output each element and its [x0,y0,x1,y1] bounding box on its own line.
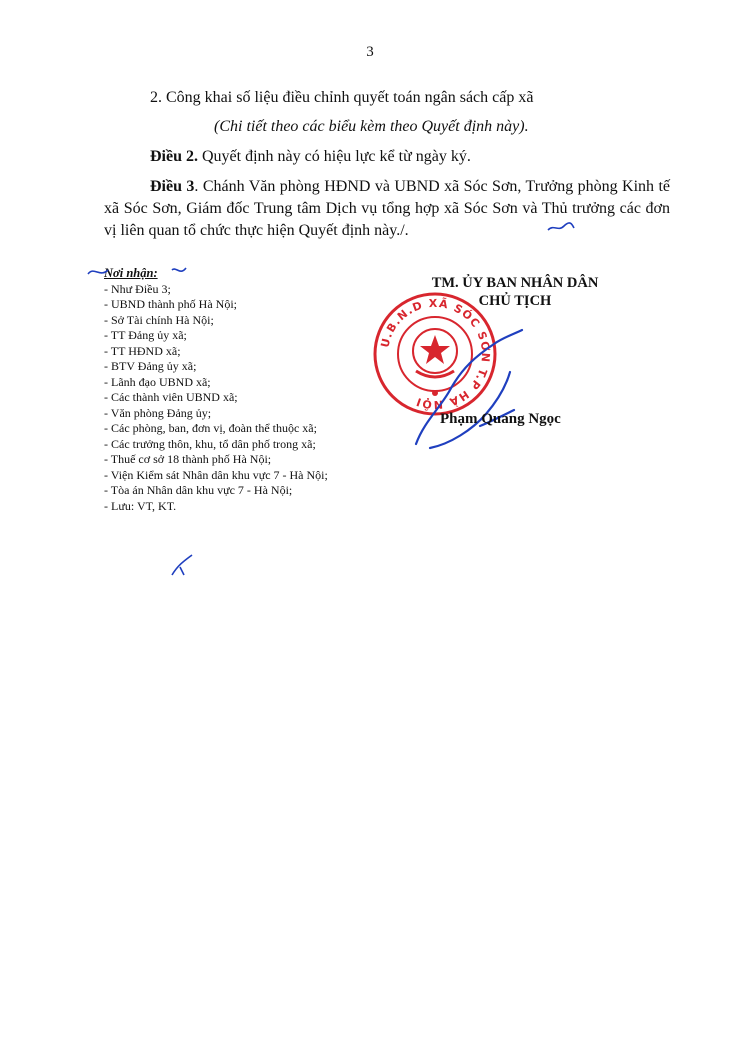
recipient-item: - TT HĐND xã; [104,343,181,358]
signature-stroke-icon [410,326,530,456]
initial-mark-icon [86,262,196,284]
signature-title-line2: CHỦ TỊCH [478,293,552,309]
page-number: 3 [366,44,374,60]
article-2-label: Điều 2. [150,148,198,165]
recipient-item: - Sở Tài chính Hà Nội; [104,312,214,327]
recipient-item: - Như Điều 3; [104,281,171,296]
recipient-item: - Lãnh đạo UBND xã; [104,374,211,389]
item-2-note: (Chi tiết theo các biểu kèm theo Quyết định này). [214,118,529,135]
article-3-text: . Chánh Văn phòng HĐND và UBND xã Sóc Sơn, Trưởng phòng Kinh tế xã Sóc Sơn, Giám đốc Trung tâm Dịch vụ tổng hợp xã Sóc Sơn và Thủ trưởng các đơn vị liên quan tổ chức thực hiện Quyết định này./. [104,178,671,239]
recipient-item: - Tòa án Nhân dân khu vực 7 - Hà Nội; [104,483,293,497]
recipients-title: Nơi nhận: [104,266,158,280]
recipient-item: - TT Đảng ủy xã; [104,328,187,342]
recipient-item: - Các phòng, ban, đơn vị, đoàn thể thuộc xã; [104,421,317,435]
recipients-block [104,266,354,514]
recipient-item: - Viện Kiểm sát Nhân dân khu vực 7 - Hà Nội; [104,467,328,482]
initial-mark-icon [546,220,576,234]
recipient-item: - Các trưởng thôn, khu, tổ dân phố trong xã; [104,436,316,451]
svg-text:U.B.N.D XÃ SÓC SƠN T.P HÀ NỘI: U.B.N.D XÃ SÓC SƠN T.P HÀ NỘI [378,296,493,412]
recipient-item: - UBND thành phố Hà Nội; [104,297,237,311]
article-3 [104,176,670,242]
recipients-list [104,282,354,515]
item-2-text: 2. Công khai số liệu điều chỉnh quyết toán ngân sách cấp xã [150,89,534,106]
recipient-item: - BTV Đảng ủy xã; [104,359,197,373]
signature-title-line1: TM. ỦY BAN NHÂN DÂN [431,275,599,291]
recipient-item: - Thuế cơ sở 18 thành phố Hà Nội; [104,452,272,466]
signer-name: Phạm Quang Ngọc [440,411,561,427]
recipient-item: - Lưu: VT, KT. [104,498,177,513]
article-2 [150,146,471,168]
recipient-item: - Văn phòng Đảng ủy; [104,405,212,420]
initial-mark-icon [168,553,198,579]
article-2-text: Quyết định này có hiệu lực kể từ ngày ký. [198,148,471,165]
article-3-label: Điều 3 [150,178,195,195]
recipient-item: - Các thành viên UBND xã; [104,390,238,404]
